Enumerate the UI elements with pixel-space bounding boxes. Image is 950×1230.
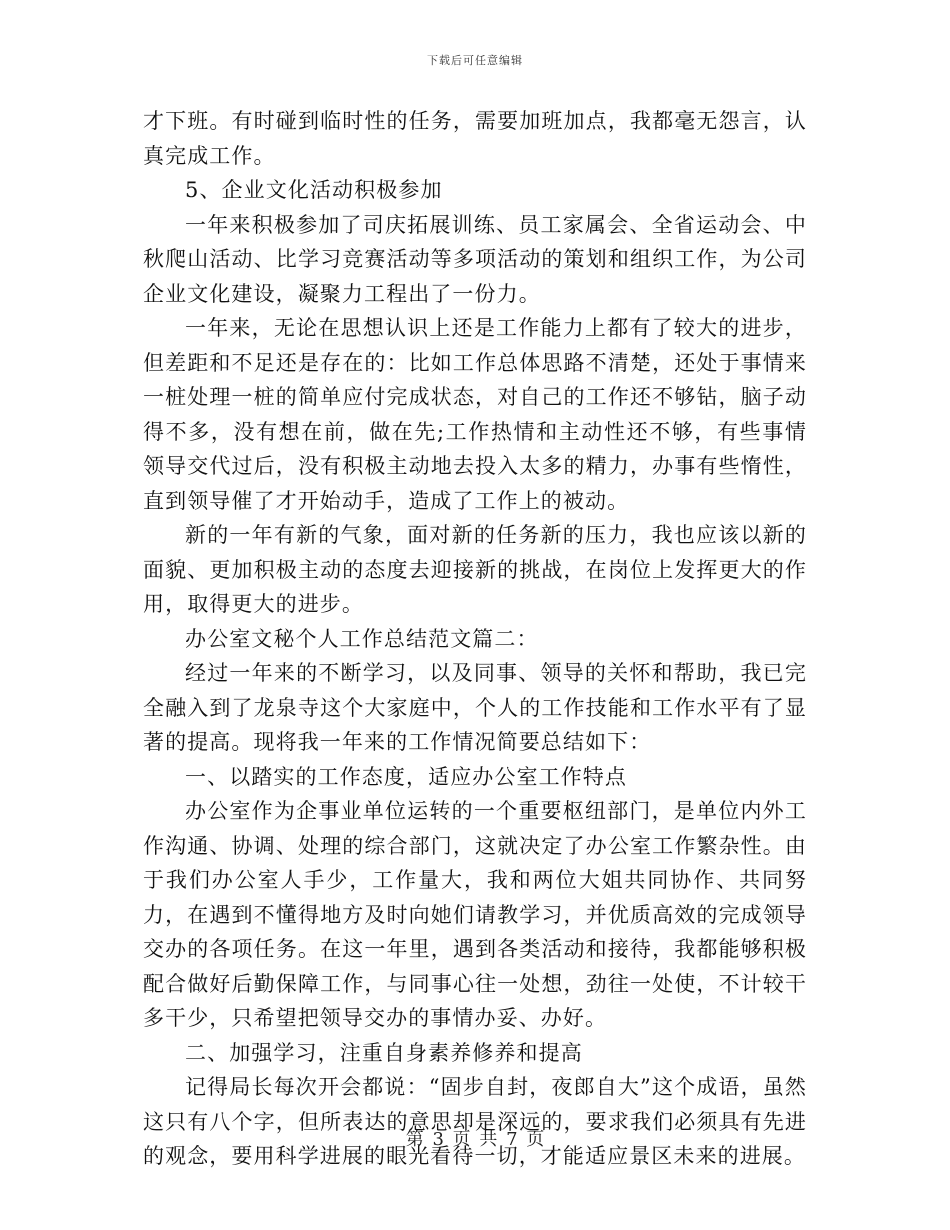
paragraph: 经过一年来的不断学习，以及同事、领导的关怀和帮助，我已完全融入到了龙泉寺这个大家庭中，个人的工作技能和工作水平有了显著的提高。现将我一年来的工作情况简要总结如下： [143, 661, 807, 754]
article-title: 办公室文秘个人工作总结范文篇二： [185, 626, 539, 651]
paragraph: 新的一年有新的气象，面对新的任务新的压力，我也应该以新的面貌、更加积极主动的态度去迎接新的挑战，在岗位上发挥更大的作用，取得更大的进步。 [143, 523, 807, 616]
section-heading: 二、加强学习，注重自身素养修养和提高 [185, 1040, 583, 1065]
paragraph: 一年来积极参加了司庆拓展训练、员工家属会、全省运动会、中秋爬山活动、比学习竞赛活动等多项活动的策划和组织工作，为公司企业文化建设，凝聚力工程出了一份力。 [143, 212, 807, 306]
paragraph: 才下班。有时碰到临时性的任务，需要加班加点，我都毫无怨言，认真完成工作。 [143, 109, 807, 168]
section-heading: 5、企业文化活动积极参加 [185, 178, 443, 202]
page-number-footer: 第 3 页 共 7 页 [405, 1129, 545, 1150]
document-body [143, 104, 807, 1174]
page-header: 下载后可任意编辑 [427, 54, 523, 67]
paragraph: 记得局长每次开会都说：“固步自封，夜郎自大”这个成语，虽然这只有八个字，但所表达的意思却是深远的，要求我们必须具有先进的观念，要用科学进展的眼光看待一切，才能适应景区未来的进展。 [143, 1075, 807, 1168]
section-heading: 一、以踏实的工作态度，适应办公室工作特点 [185, 764, 627, 789]
paragraph: 办公室作为企事业单位运转的一个重要枢纽部门，是单位内外工作沟通、协调、处理的综合部门，这就决定了办公室工作繁杂性。由于我们办公室人手少，工作量大，我和两位大姐共同协作、共同努力，在遇到不懂得地方及时向她们请教学习，并优质高效的完成领导交办的各项任务。在这一年里，遇到各类活动和接待，我都能够积极配合做好后勤保障工作，与同事心往一处想，劲往一处使，不计较干多干少，只希望把领导交办的事情办妥、办好。 [143, 799, 807, 1030]
paragraph: 一年来，无论在思想认识上还是工作能力上都有了较大的进步，但差距和不足还是存在的：比如工作总体思路不清楚，还处于事情来一桩处理一桩的简单应付完成状态，对自己的工作还不够钻，脑子动得不多，没有想在前，做在先;工作热情和主动性还不够，有些事情领导交代过后，没有积极主动地去投入太多的精力，办事有些惰性，直到领导催了才开始动手，造成了工作上的被动。 [143, 316, 807, 513]
